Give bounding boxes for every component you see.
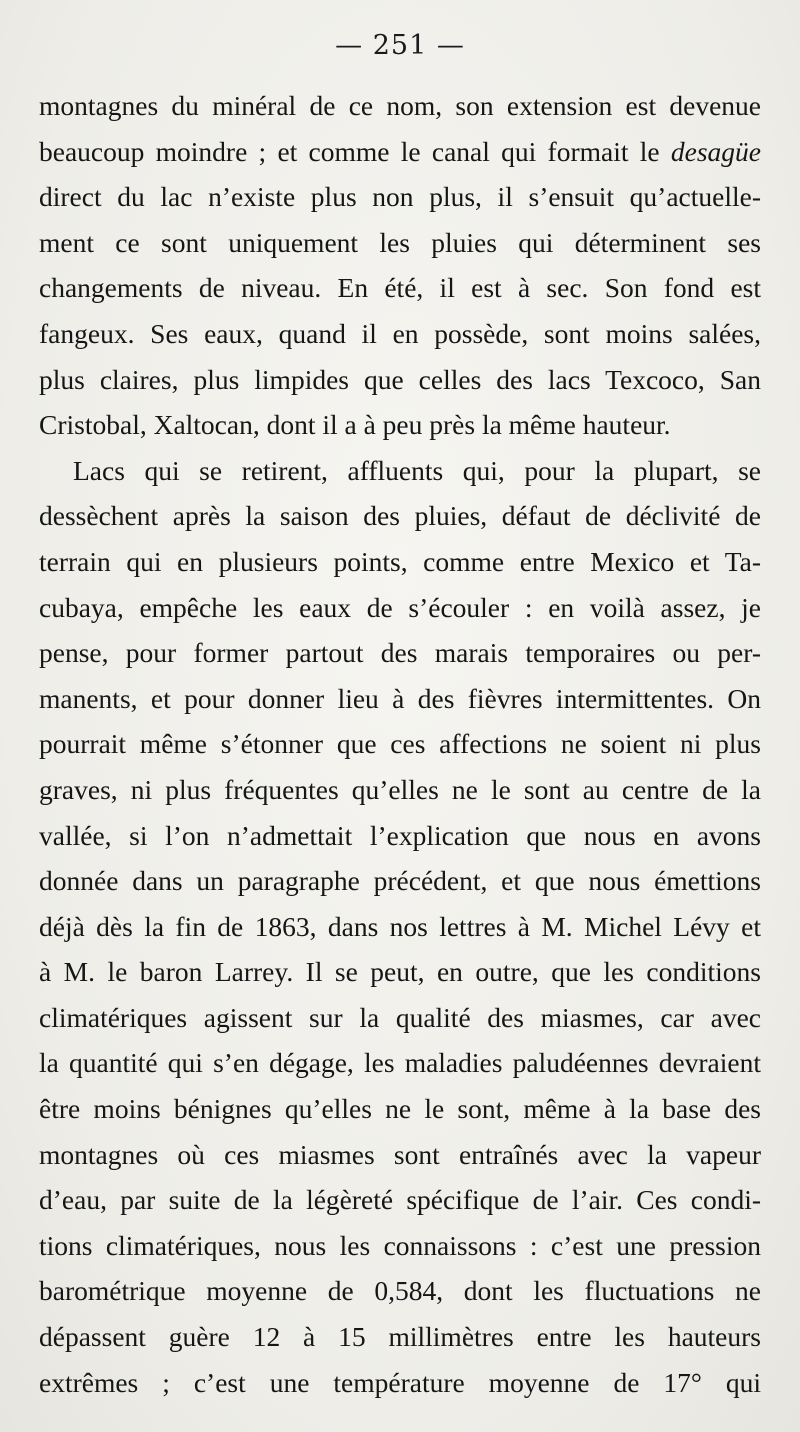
text-line: vallée, si l’on n’admettait l’explication que nous en avons bbox=[39, 819, 761, 851]
text-line: pourrait même s’étonner que ces affections ne soient ni plus bbox=[39, 728, 761, 760]
text-line: à M. le baron Larrey. Il se peut, en outre, que les conditions bbox=[39, 956, 761, 988]
text-line: dessèchent après la saison des pluies, défaut de déclivité de bbox=[39, 500, 761, 532]
text-line bbox=[39, 129, 761, 175]
text-line: pense, pour former partout des marais temporaires ou per- bbox=[39, 637, 761, 669]
text-line: plus claires, plus limpides que celles des lacs Texcoco, San bbox=[39, 363, 761, 395]
page-number: — 251 — bbox=[335, 30, 465, 61]
text-line: montagnes du minéral de ce nom, son extension est devenue bbox=[39, 90, 761, 121]
text-line: d’eau, par suite de la légèreté spécifique de l’air. Ces condi- bbox=[39, 1184, 761, 1216]
body-text bbox=[39, 83, 761, 1405]
text-line: manents, et pour donner lieu à des fièvres intermittentes. On bbox=[39, 682, 761, 714]
text-line: graves, ni plus fréquentes qu’elles ne le sont au centre de la bbox=[39, 773, 761, 805]
text-line: changements de niveau. En été, il est à sec. Son fond est bbox=[39, 272, 761, 304]
text-line: donnée dans un paragraphe précédent, et que nous émettions bbox=[39, 865, 761, 897]
text-line: cubaya, empêche les eaux de s’écouler : en voilà assez, je bbox=[39, 591, 761, 623]
text-line: la quantité qui s’en dégage, les maladies paludéennes devraient bbox=[39, 1047, 761, 1079]
text-line: direct du lac n’existe plus non plus, il s’ensuit qu’actuelle- bbox=[39, 181, 761, 213]
italic-term: desagüe bbox=[670, 135, 761, 167]
text-line: tions climatériques, nous les connaissons : c’est une pression bbox=[39, 1229, 761, 1261]
text-line: être moins bénignes qu’elles ne le sont, même à la base des bbox=[39, 1093, 761, 1125]
text-line: dépassent guère 12 à 15 millimètres entre les hauteurs bbox=[39, 1321, 761, 1353]
text-line: ment ce sont uniquement les pluies qui déterminent ses bbox=[39, 226, 761, 258]
text-line: montagnes où ces miasmes sont entraînés avec la vapeur bbox=[39, 1138, 761, 1170]
text-line: climatériques agissent sur la qualité des miasmes, car avec bbox=[39, 1001, 761, 1033]
text-line: extrêmes ; c’est une température moyenne de 17° qui bbox=[39, 1366, 761, 1398]
text-line: fangeux. Ses eaux, quand il en possède, sont moins salées, bbox=[39, 317, 761, 349]
text-line: déjà dès la fin de 1863, dans nos lettres à M. Michel Lévy et bbox=[39, 910, 761, 942]
paragraph-end-line: Cristobal, Xaltocan, dont il a à peu près la même hauteur. bbox=[39, 409, 671, 441]
text-line: barométrique moyenne de 0,584, dont les fluctuations ne bbox=[39, 1275, 761, 1307]
text-line: terrain qui en plusieurs points, comme entre Mexico et Ta- bbox=[39, 545, 761, 577]
paragraph-start-line: Lacs qui se retirent, affluents qui, pour la plupart, se bbox=[73, 454, 761, 486]
text-segment: beaucoup moindre ; et comme le canal qui formait le bbox=[39, 135, 671, 167]
